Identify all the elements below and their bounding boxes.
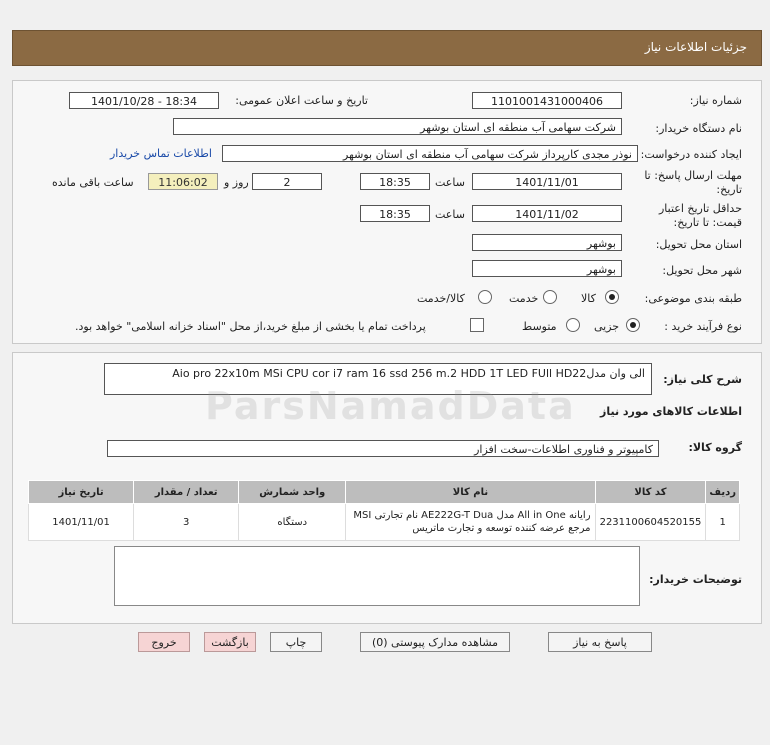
category-goods-service-radio[interactable]: [478, 290, 492, 304]
cell-date: 1401/11/01: [29, 504, 134, 541]
summary-text: الی وان مدلAio pro 22x10m MSi CPU cor i7 ram 16 ssd 256 m.2 HDD 1T LED FUll HD22: [172, 367, 645, 380]
process-medium-radio[interactable]: [566, 318, 580, 332]
province-label: استان محل تحویل:: [655, 238, 742, 251]
deadline-label-1: مهلت ارسال پاسخ: تا: [644, 169, 742, 182]
need-number-label: شماره نیاز:: [689, 94, 742, 107]
buyer-notes-label: توضیحات خریدار:: [649, 573, 742, 586]
cell-code: 2231100604520155: [595, 504, 706, 541]
validity-time-field: 18:35: [360, 205, 430, 222]
process-minor-label: جزیی: [594, 320, 620, 333]
summary-label: شرح کلی نیاز:: [663, 373, 742, 386]
cell-row: 1: [706, 504, 740, 541]
process-minor-radio[interactable]: [626, 318, 640, 332]
buyer-org-label: نام دستگاه خریدار:: [655, 122, 742, 135]
category-service-label: خدمت: [509, 292, 539, 305]
cell-unit: دستگاه: [239, 504, 346, 541]
col-name: نام کالا: [346, 481, 595, 504]
summary-field: [104, 363, 652, 395]
remaining-time-field: 11:06:02: [148, 173, 218, 190]
col-unit: واحد شمارش: [239, 481, 346, 504]
print-button[interactable]: چاپ: [270, 632, 322, 652]
goods-group-label: گروه کالا:: [688, 441, 742, 454]
reply-button[interactable]: پاسخ به نیاز: [548, 632, 652, 652]
buyer-org-field: شرکت سهامی آب منطقه ای استان بوشهر: [173, 118, 622, 135]
page-title: جزئیات اطلاعات نیاز: [644, 40, 747, 54]
process-label: نوع فرآیند خرید :: [664, 320, 742, 333]
category-label: طبقه بندی موضوعی:: [644, 292, 742, 305]
deadline-date-field: 1401/11/01: [472, 173, 622, 190]
city-field: بوشهر: [472, 260, 622, 277]
creator-field: نوذر مجدی کارپرداز شرکت سهامی آب منطقه ای استان بوشهر: [222, 145, 638, 162]
category-service-radio[interactable]: [543, 290, 557, 304]
col-date: تاریخ نیاز: [29, 481, 134, 504]
announce-label: تاریخ و ساعت اعلان عمومی:: [235, 94, 368, 107]
goods-info-title: اطلاعات کالاهای مورد نیاز: [600, 405, 742, 418]
buyer-notes-field: [114, 546, 640, 606]
attachments-button[interactable]: مشاهده مدارک پیوستی (0): [360, 632, 510, 652]
creator-label: ایجاد کننده درخواست:: [640, 148, 742, 161]
announce-field: 1401/10/28 - 18:34: [69, 92, 219, 109]
treasury-payment-note: پرداخت تمام یا بخشی از مبلغ خرید،از محل "اسناد خزانه اسلامی" خواهد بود.: [75, 320, 426, 333]
validity-date-field: 1401/11/02: [472, 205, 622, 222]
cell-qty: 3: [134, 504, 239, 541]
city-label: شهر محل تحویل:: [662, 264, 742, 277]
cell-name: رایانه All in One مدل AE222G-T Dua نام تجارتی MSI مرجع عرضه کننده توسعه و تجارت ماتریس: [346, 504, 595, 541]
validity-label-2: قیمت: تا تاریخ:: [673, 216, 742, 229]
deadline-label-2: تاریخ:: [716, 183, 742, 196]
category-goods-label: کالا: [581, 292, 596, 305]
col-row: ردیف: [706, 481, 740, 504]
remaining-label: ساعت باقی مانده: [52, 176, 134, 189]
category-goods-service-label: کالا/خدمت: [417, 292, 465, 305]
back-button[interactable]: بازگشت: [204, 632, 256, 652]
validity-time-label: ساعت: [435, 208, 465, 221]
page-header: [12, 30, 762, 66]
buyer-contact-link[interactable]: اطلاعات تماس خریدار: [110, 147, 212, 160]
exit-button[interactable]: خروج: [138, 632, 190, 652]
col-qty: تعداد / مقدار: [134, 481, 239, 504]
table-row[interactable]: [29, 504, 740, 541]
province-field: بوشهر: [472, 234, 622, 251]
category-goods-radio[interactable]: [605, 290, 619, 304]
table-header-row: [29, 481, 740, 504]
col-code: کد کالا: [595, 481, 706, 504]
validity-label-1: حداقل تاریخ اعتبار: [658, 202, 742, 215]
deadline-time-field: 18:35: [360, 173, 430, 190]
process-medium-label: متوسط: [522, 320, 557, 333]
goods-group-field: کامپیوتر و فناوری اطلاعات-سخت افزار: [107, 440, 659, 457]
watermark-text: ParsNamadData: [205, 384, 576, 428]
treasury-payment-checkbox[interactable]: [470, 318, 484, 332]
need-number-field: 1101001431000406: [472, 92, 622, 109]
days-field: 2: [252, 173, 322, 190]
goods-table: [28, 480, 740, 541]
deadline-time-label: ساعت: [435, 176, 465, 189]
days-label: روز و: [224, 176, 249, 189]
